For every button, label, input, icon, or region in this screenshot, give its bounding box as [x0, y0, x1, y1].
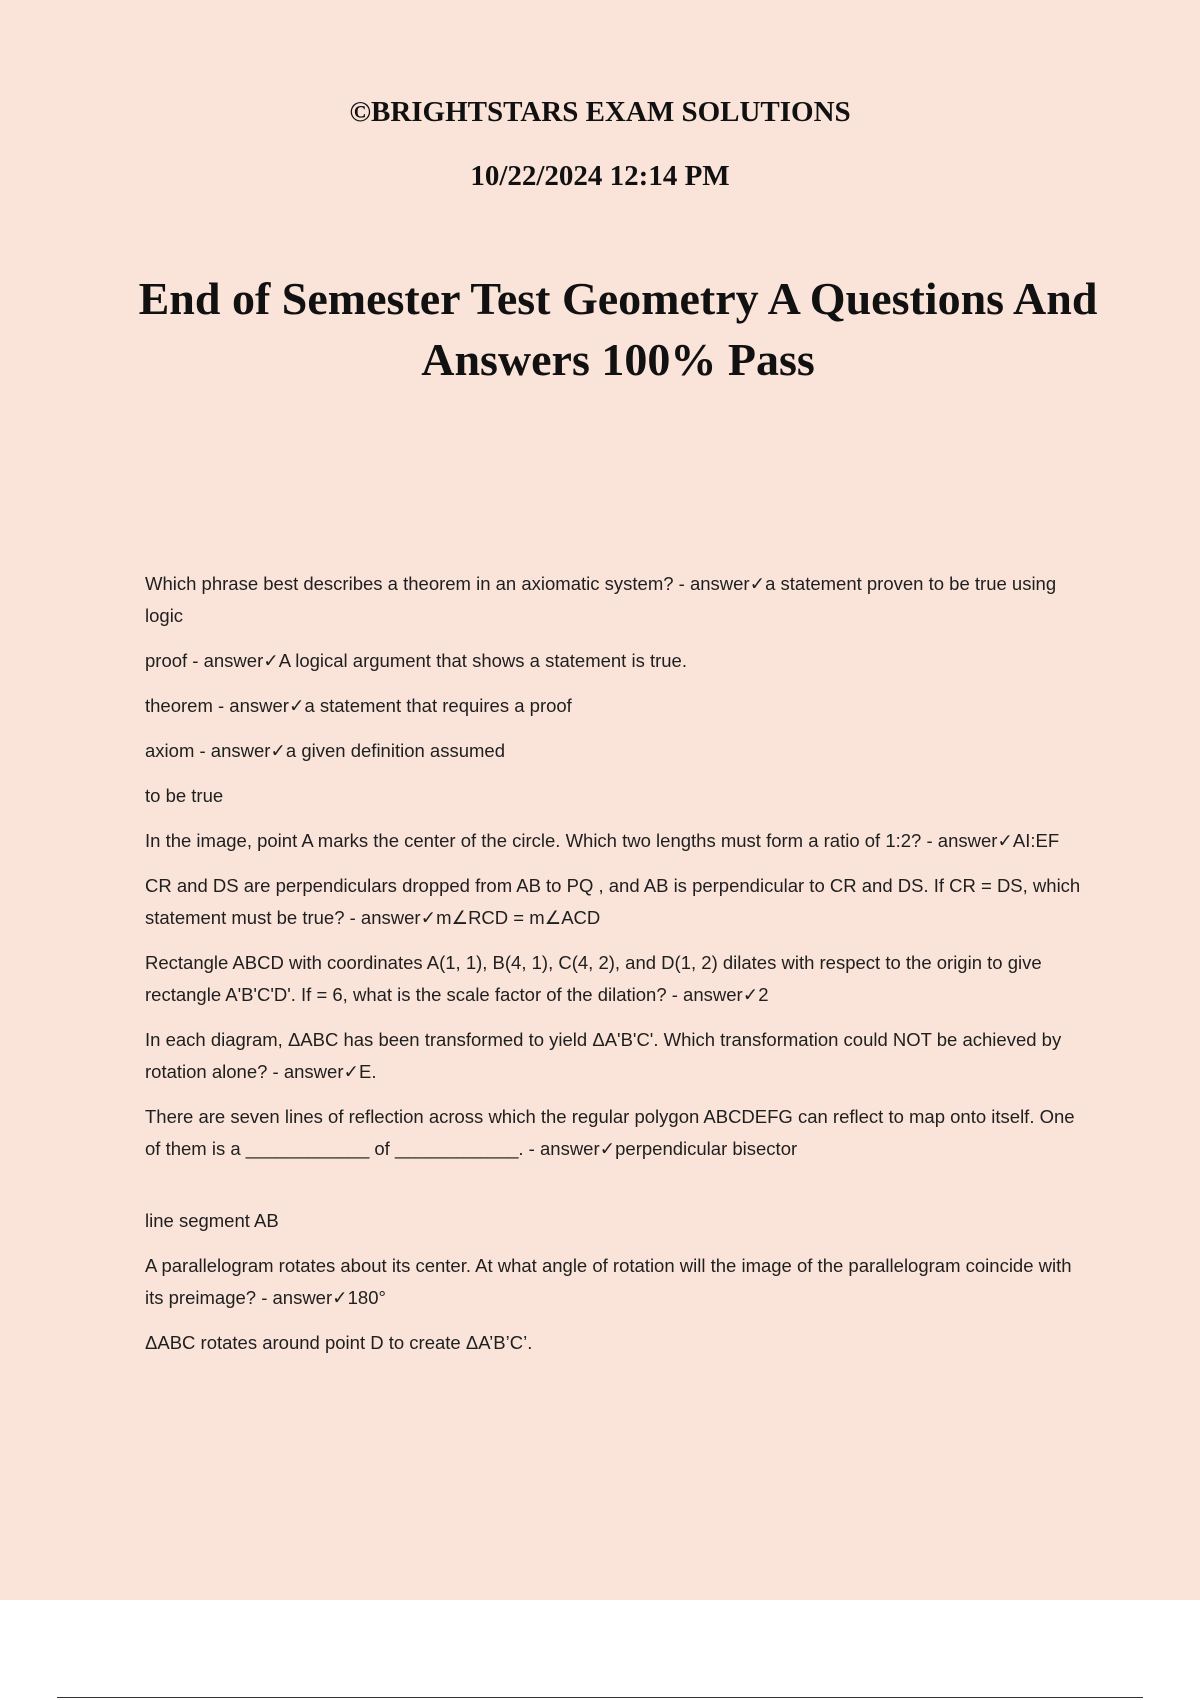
brand-header: ©BRIGHTSTARS EXAM SOLUTIONS [349, 96, 851, 128]
qa-item: Rectangle ABCD with coordinates A(1, 1), B(4, 1), C(4, 2), and D(1, 2) dilates with respect to the origin to give rectangle A'B'C'D'. If = 6, what is the scale factor of the dilation? - answer✓2 [145, 952, 1042, 1005]
qa-item: Which phrase best describes a theorem in an axiomatic system? - answer✓a statement proven to be true using logic [145, 573, 1057, 626]
qa-item: ΔABC rotates around point D to create ΔA’B’C’. [145, 1332, 533, 1353]
qa-item: to be true [145, 785, 224, 806]
qa-item: CR and DS are perpendiculars dropped from AB to PQ , and AB is perpendicular to CR and DS. If CR = DS, which statement must be true? - answer✓m∠RCD = m∠ACD [145, 875, 1081, 928]
qa-item: line segment AB [145, 1210, 279, 1231]
qa-item: There are seven lines of reflection across which the regular polygon ABCDEFG can reflect to map onto itself. One of them is a ____________ of ____________. - answer✓perpendicular bisector [145, 1106, 1075, 1159]
qa-item: A parallelogram rotates about its center. At what angle of rotation will the image of the parallelogram coincide with its preimage? - answer✓180° [145, 1255, 1072, 1308]
qa-item: axiom - answer✓a given definition assumed [145, 740, 505, 761]
qa-item: In the image, point A marks the center of the circle. Which two lengths must form a ratio of 1:2? - answer✓AI:EF [145, 830, 1060, 851]
qa-item: theorem - answer✓a statement that requires a proof [145, 695, 572, 716]
qa-list [145, 568, 1090, 1372]
document-title: End of Semester Test Geometry A Questions And Answers 100% Pass [138, 273, 1098, 385]
qa-item: proof - answer✓A logical argument that shows a statement is true. [145, 650, 687, 671]
page-divider [57, 1697, 1143, 1698]
date-header: 10/22/2024 12:14 PM [470, 160, 730, 192]
qa-item: In each diagram, ΔABC has been transformed to yield ΔA'B'C'. Which transformation could NOT be achieved by rotation alone? - answer✓E. [145, 1029, 1062, 1082]
